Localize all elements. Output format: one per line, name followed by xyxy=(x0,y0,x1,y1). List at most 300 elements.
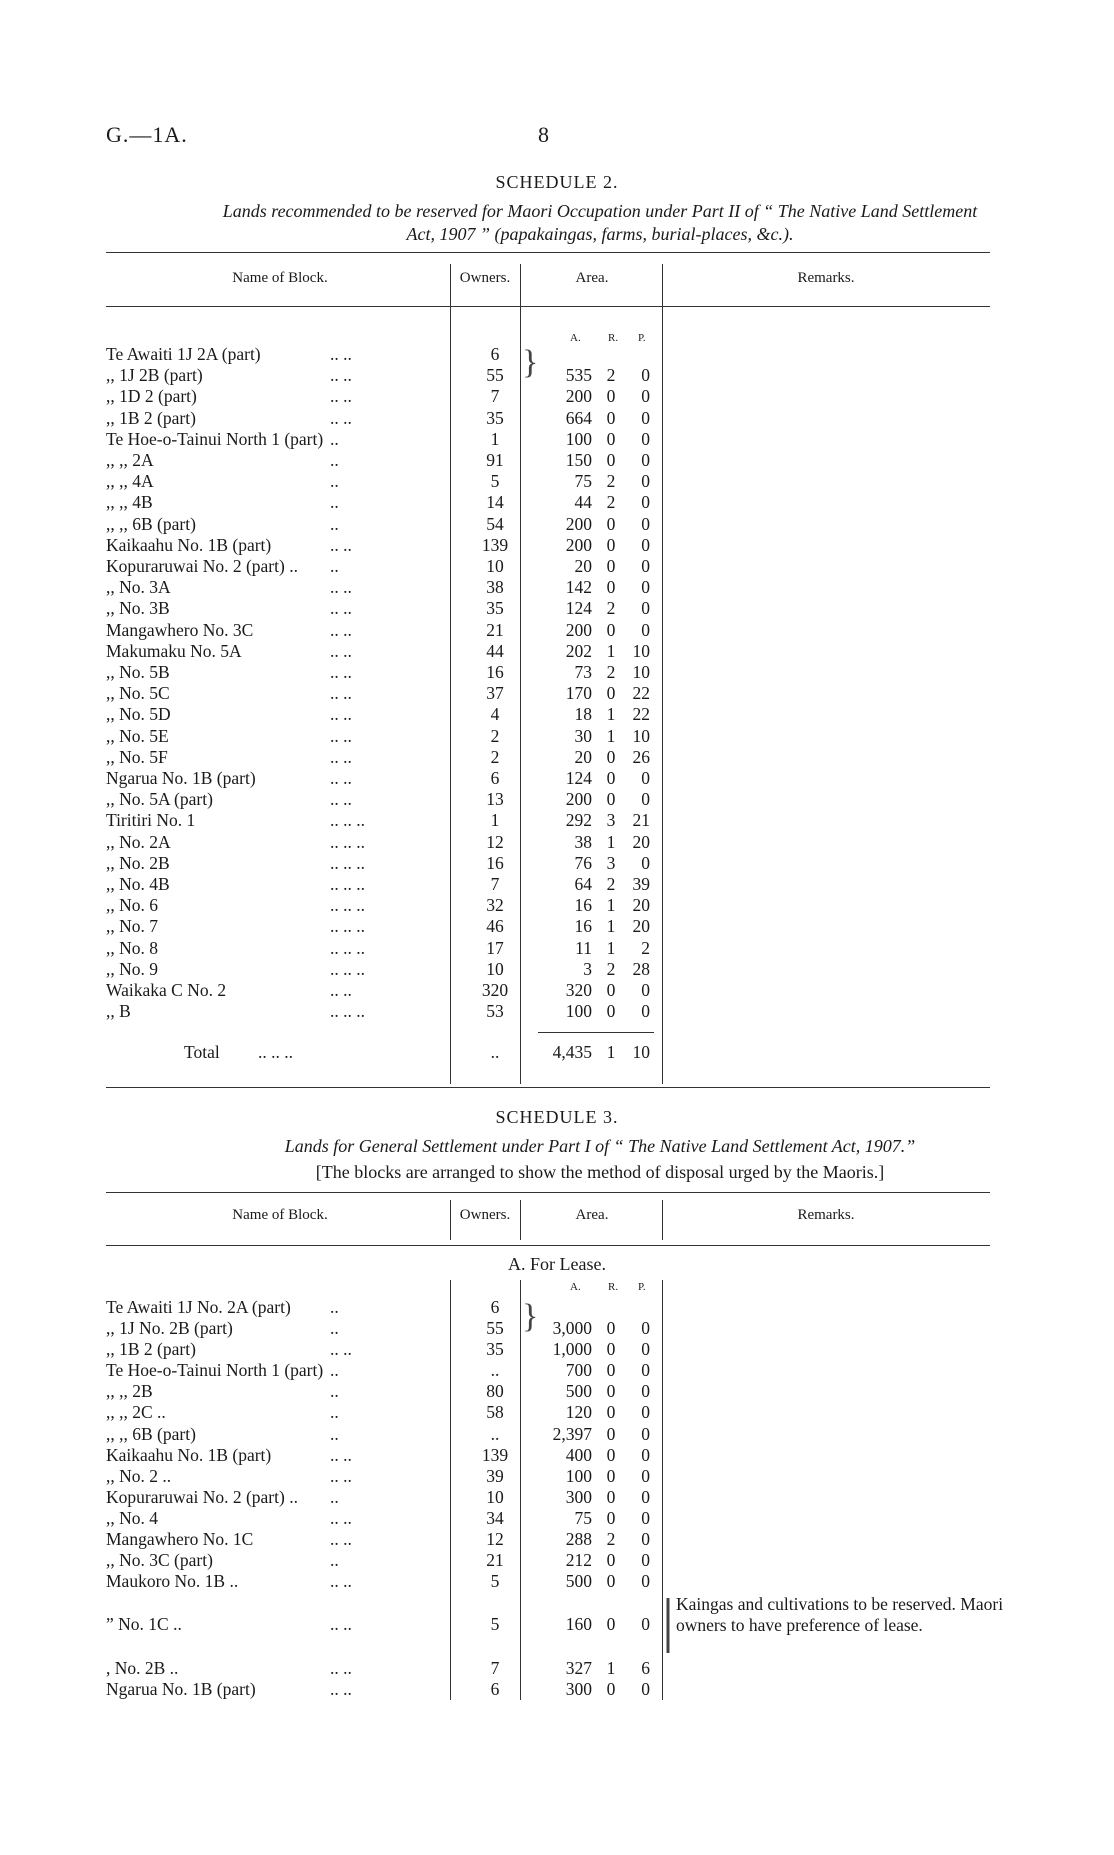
schedule2-total-perches: 10 xyxy=(632,1042,650,1062)
schedule3-owners-cell: 6 xyxy=(490,1297,500,1317)
schedule3-leader-dots: .. .. xyxy=(330,1445,352,1465)
schedule2-roods-cell: 2 xyxy=(606,958,616,979)
schedule2-roods-cell: 1 xyxy=(606,704,616,725)
schedule2-owners-cell: 14 xyxy=(486,492,504,513)
schedule2-roods-cell: 0 xyxy=(606,407,616,428)
schedule2-roods-cell: 0 xyxy=(606,619,616,640)
schedule3-table-row xyxy=(0,1381,1114,1402)
schedule3-acres-cell: 500 xyxy=(565,1571,592,1591)
schedule3-table-row xyxy=(0,1402,1114,1423)
schedule2-block-name: Makumaku No. 5A xyxy=(106,640,242,661)
schedule2-table-row xyxy=(0,704,1114,725)
schedule2-perches-cell: 0 xyxy=(641,789,650,810)
schedule2-owners-cell: 139 xyxy=(481,534,509,555)
schedule3-acres-cell: 300 xyxy=(565,1679,592,1699)
schedule3-roods-cell: 0 xyxy=(606,1381,616,1401)
schedule2-block-name: ,, No. 6 xyxy=(106,895,159,916)
schedule2-acres-cell: 202 xyxy=(565,640,592,661)
schedule3-leader-dots: .. xyxy=(330,1360,339,1380)
schedule2-block-name: Tiritiri No. 1 xyxy=(106,810,196,831)
schedule2-acres-cell: 150 xyxy=(565,450,592,470)
schedule2-acres-cell: 38 xyxy=(574,831,592,852)
schedule2-roods-cell: 0 xyxy=(606,683,616,704)
schedule3-col-remarks: Remarks. xyxy=(797,1207,855,1223)
schedule3-top-rule xyxy=(106,1192,990,1193)
schedule2-table-row xyxy=(0,344,1114,365)
schedule2-table-row xyxy=(0,450,1114,471)
schedule3-remark-brace: | xyxy=(662,1587,675,1653)
schedule2-table-row xyxy=(0,916,1114,937)
schedule2-roods-cell: 0 xyxy=(606,386,616,407)
schedule2-total-dots: .. .. .. xyxy=(258,1042,293,1062)
schedule2-perches-cell: 0 xyxy=(641,852,650,873)
schedule2-block-name: ,, 1D 2 (part) xyxy=(106,386,197,407)
schedule2-perches-cell: 22 xyxy=(632,704,650,725)
schedule2-acres-cell: 20 xyxy=(574,746,592,767)
schedule3-owners-cell: 139 xyxy=(481,1445,509,1465)
schedule3-block-name: ,, No. 4 xyxy=(106,1508,159,1528)
schedule2-owners-cell: 10 xyxy=(486,958,504,979)
schedule2-acres-cell: 170 xyxy=(565,683,592,704)
schedule2-roods-cell: 0 xyxy=(606,428,616,449)
schedule2-acres-cell: 16 xyxy=(574,895,592,916)
schedule3-leader-dots: .. xyxy=(330,1318,339,1338)
schedule2-block-name: ,, No. 8 xyxy=(106,937,159,958)
schedule2-table-row xyxy=(0,556,1114,577)
schedule2-roods-cell: 1 xyxy=(606,725,616,746)
schedule3-perches-cell: 0 xyxy=(641,1529,650,1549)
schedule2-subtitle-line1: Lands recommended to be reserved for Maori Occupation under Part II of “ The Native Land Settlement xyxy=(222,201,978,221)
schedule3-owners-cell: 7 xyxy=(490,1658,500,1678)
schedule3-table-row xyxy=(0,1445,1114,1466)
schedule3-table-row xyxy=(0,1424,1114,1445)
schedule2-owners-cell: 5 xyxy=(490,471,500,492)
schedule3-block-name: ,, No. 3C (part) xyxy=(106,1550,213,1570)
schedule2-perches-cell: 10 xyxy=(632,725,650,746)
schedule2-acres-cell: 124 xyxy=(565,598,592,619)
schedule3-owners-cell: 5 xyxy=(490,1571,500,1591)
schedule3-acres-cell: 2,397 xyxy=(552,1424,592,1444)
schedule2-perches-cell: 39 xyxy=(632,874,650,894)
schedule2-roods-cell: 2 xyxy=(606,365,616,386)
schedule3-owners-cell: 10 xyxy=(486,1487,504,1507)
schedule2-roods-cell: 2 xyxy=(606,492,616,513)
schedule3-perches-cell: 0 xyxy=(641,1466,650,1486)
schedule2-total-row xyxy=(0,1042,1114,1063)
schedule2-perches-cell: 26 xyxy=(632,746,650,767)
schedule2-acres-cell: 16 xyxy=(574,916,592,937)
schedule2-leader-dots: .. .. xyxy=(330,407,352,428)
schedule2-unit-perches: P. xyxy=(638,332,646,344)
schedule2-leader-dots: .. xyxy=(330,556,339,576)
schedule2-table-row xyxy=(0,789,1114,810)
schedule2-leader-dots: .. xyxy=(330,450,339,470)
schedule2-acres-cell: 200 xyxy=(565,513,592,534)
schedule2-perches-cell: 0 xyxy=(641,513,650,534)
schedule3-owners-cell: 58 xyxy=(486,1402,504,1422)
schedule2-perches-cell: 0 xyxy=(641,365,650,386)
schedule2-owners-cell: 17 xyxy=(486,937,504,958)
schedule3-leader-dots: .. .. xyxy=(330,1466,352,1486)
schedule2-leader-dots: .. .. xyxy=(330,365,352,386)
schedule3-perches-cell: 0 xyxy=(641,1318,650,1338)
schedule3-block-name: Maukoro No. 1B .. xyxy=(106,1571,239,1591)
schedule2-acres-cell: 320 xyxy=(565,980,592,1000)
schedule2-owners-cell: 21 xyxy=(486,619,504,640)
schedule2-perches-cell: 20 xyxy=(632,831,650,852)
schedule2-table-row xyxy=(0,620,1114,641)
schedule2-roods-cell: 3 xyxy=(606,810,616,831)
schedule2-leader-dots: .. .. .. xyxy=(330,852,365,873)
schedule3-block-name: ,, 1J No. 2B (part) xyxy=(106,1318,233,1338)
schedule2-owners-cell: 54 xyxy=(486,513,504,534)
schedule2-acres-cell: 100 xyxy=(565,1001,592,1022)
schedule3-title: SCHEDULE 3. xyxy=(495,1107,619,1127)
schedule2-block-name: ,, No. 2B xyxy=(106,852,170,873)
schedule3-table-row xyxy=(0,1339,1114,1360)
schedule2-owners-cell: 37 xyxy=(486,683,504,704)
schedule2-roods-cell: 0 xyxy=(606,1001,616,1022)
schedule2-leader-dots: .. .. xyxy=(330,534,352,555)
schedule2-owners-cell: 16 xyxy=(486,662,504,682)
schedule2-leader-dots: .. .. .. xyxy=(330,831,365,852)
schedule2-leader-dots: .. .. .. xyxy=(330,810,365,831)
schedule2-leader-dots: .. .. xyxy=(330,789,352,810)
schedule2-table-row xyxy=(0,726,1114,747)
schedule2-col-remarks: Remarks. xyxy=(797,270,855,286)
schedule3-block-name: Mangawhero No. 1C xyxy=(106,1529,254,1549)
schedule2-unit-acres: A. xyxy=(570,332,581,344)
schedule3-roods-cell: 0 xyxy=(606,1614,616,1634)
schedule3-acres-cell: 75 xyxy=(574,1508,592,1528)
schedule2-block-name: ,, ,, 6B (part) xyxy=(106,513,196,534)
schedule3-leader-dots: .. .. xyxy=(330,1339,352,1359)
schedule2-leader-dots: .. .. .. xyxy=(330,1001,365,1022)
schedule2-acres-cell: 20 xyxy=(574,556,592,576)
schedule2-owners-cell: 7 xyxy=(490,874,500,894)
schedule3-block-name: Te Hoe-o-Tainui North 1 (part) xyxy=(106,1360,324,1380)
schedule3-block-name: Kopuraruwai No. 2 (part) .. xyxy=(106,1487,298,1507)
schedule3-roods-cell: 1 xyxy=(606,1658,616,1678)
schedule2-owners-cell: 16 xyxy=(486,852,504,873)
schedule2-perches-cell: 20 xyxy=(632,895,650,916)
schedule3-acres-cell: 100 xyxy=(565,1466,592,1486)
schedule3-owners-cell: 55 xyxy=(486,1318,504,1338)
schedule2-roods-cell: 2 xyxy=(606,598,616,619)
schedule2-owners-cell: 35 xyxy=(486,407,504,428)
schedule2-block-name: ,, No. 5C xyxy=(106,683,170,704)
schedule3-col-name: Name of Block. xyxy=(232,1207,328,1223)
schedule2-roods-cell: 1 xyxy=(606,640,616,661)
schedule2-owners-cell: 7 xyxy=(490,386,500,407)
schedule3-owners-cell: 34 xyxy=(486,1508,504,1528)
page-number: 8 xyxy=(538,122,549,147)
schedule3-roods-cell: 0 xyxy=(606,1360,616,1380)
schedule3-perches-cell: 0 xyxy=(641,1360,650,1380)
schedule2-roods-cell: 1 xyxy=(606,916,616,937)
schedule3-owners-cell: 12 xyxy=(486,1529,504,1549)
schedule3-block-name: ,, ,, 2B xyxy=(106,1381,153,1401)
schedule3-owners-cell: 21 xyxy=(486,1550,504,1570)
schedule2-leader-dots: .. .. .. xyxy=(330,916,365,937)
schedule2-roods-cell: 3 xyxy=(606,852,616,873)
schedule3-remark: Kaingas and cultivations to be reserved. Maori owners to have preference of lease. xyxy=(676,1594,1004,1635)
schedule3-roods-cell: 0 xyxy=(606,1318,616,1338)
schedule2-table-row xyxy=(0,895,1114,916)
schedule3-leader-dots: .. xyxy=(330,1381,339,1401)
schedule2-acres-cell: 535 xyxy=(565,365,592,386)
schedule2-leader-dots: .. .. xyxy=(330,980,352,1000)
schedule3-table-row xyxy=(0,1529,1114,1550)
schedule2-owners-cell: 32 xyxy=(486,895,504,916)
schedule2-block-name: ,, No. 3A xyxy=(106,577,171,598)
schedule2-perches-cell: 10 xyxy=(632,640,650,661)
schedule3-perches-cell: 0 xyxy=(641,1550,650,1570)
schedule2-leader-dots: .. .. .. xyxy=(330,958,365,979)
schedule2-bottom-rule xyxy=(106,1087,990,1088)
schedule2-acres-cell: 100 xyxy=(565,428,592,449)
schedule2-perches-cell: 0 xyxy=(641,450,650,470)
schedule3-acres-cell: 212 xyxy=(565,1550,592,1570)
schedule2-acres-cell: 44 xyxy=(574,492,592,513)
schedule2-roods-cell: 2 xyxy=(606,662,616,682)
schedule2-table-row xyxy=(0,768,1114,789)
schedule3-roods-cell: 0 xyxy=(606,1571,616,1591)
schedule3-acres-cell: 120 xyxy=(565,1402,592,1422)
schedule2-roods-cell: 1 xyxy=(606,895,616,916)
schedule2-owners-cell: 13 xyxy=(486,789,504,810)
schedule2-roods-cell: 0 xyxy=(606,556,616,576)
schedule2-col-area: Area. xyxy=(575,270,609,286)
schedule3-table-row xyxy=(0,1360,1114,1381)
schedule3-roods-cell: 0 xyxy=(606,1466,616,1486)
schedule2-block-name: ,, No. 5A (part) xyxy=(106,789,213,810)
schedule2-block-name: Waikaka C No. 2 xyxy=(106,980,227,1000)
schedule3-acres-cell: 160 xyxy=(565,1614,592,1634)
schedule3-acres-cell: 400 xyxy=(565,1445,592,1465)
schedule2-block-name: Te Hoe-o-Tainui North 1 (part) xyxy=(106,428,324,449)
schedule2-table-row xyxy=(0,980,1114,1001)
schedule2-acres-cell: 18 xyxy=(574,704,592,725)
schedule2-owners-cell: 1 xyxy=(490,428,500,449)
schedule2-perches-cell: 0 xyxy=(641,1001,650,1022)
schedule3-roods-cell: 0 xyxy=(606,1487,616,1507)
schedule2-acres-cell: 200 xyxy=(565,619,592,640)
schedule2-table-row xyxy=(0,429,1114,450)
schedule3-table-row xyxy=(0,1318,1114,1339)
schedule2-leader-dots: .. xyxy=(330,428,339,449)
schedule3-table-row xyxy=(0,1658,1114,1679)
schedule2-roods-cell: 2 xyxy=(606,874,616,894)
schedule3-leader-dots: .. xyxy=(330,1402,339,1422)
schedule2-roods-cell: 0 xyxy=(606,513,616,534)
schedule2-perches-cell: 0 xyxy=(641,407,650,428)
schedule2-acres-cell: 76 xyxy=(574,852,592,873)
schedule3-acres-cell: 500 xyxy=(565,1381,592,1401)
schedule3-leader-dots: .. .. xyxy=(330,1508,352,1528)
schedule3-acres-cell: 288 xyxy=(565,1529,592,1549)
schedule3-leader-dots: .. xyxy=(330,1297,339,1317)
schedule2-perches-cell: 0 xyxy=(641,577,650,598)
schedule3-owners-cell: .. xyxy=(490,1360,500,1380)
schedule2-perches-cell: 0 xyxy=(641,556,650,576)
schedule2-block-name: Ngarua No. 1B (part) xyxy=(106,768,256,788)
schedule2-table-row xyxy=(0,853,1114,874)
schedule3-unit-roods: R. xyxy=(608,1281,619,1293)
schedule3-acres-cell: 3,000 xyxy=(552,1318,592,1338)
schedule2-leader-dots: .. .. xyxy=(330,725,352,746)
schedule3-col-area: Area. xyxy=(575,1207,609,1223)
schedule2-block-name: Kaikaahu No. 1B (part) xyxy=(106,534,272,555)
schedule2-table-row xyxy=(0,810,1114,831)
schedule2-roods-cell: 0 xyxy=(606,768,616,788)
schedule2-brace: } xyxy=(522,344,539,381)
schedule3-leader-dots: .. .. xyxy=(330,1529,352,1549)
schedule2-leader-dots: .. .. xyxy=(330,598,352,619)
schedule2-acres-cell: 292 xyxy=(565,810,592,831)
schedule2-acres-cell: 664 xyxy=(565,407,592,428)
schedule3-owners-cell: 39 xyxy=(486,1466,504,1486)
schedule3-roods-cell: 2 xyxy=(606,1529,616,1549)
schedule2-perches-cell: 20 xyxy=(632,916,650,937)
schedule3-perches-cell: 0 xyxy=(641,1381,650,1401)
schedule2-block-name: Te Awaiti 1J 2A (part) xyxy=(106,344,261,364)
schedule2-table-row xyxy=(0,471,1114,492)
schedule2-owners-cell: 2 xyxy=(490,725,500,746)
schedule2-block-name: ,, No. 9 xyxy=(106,958,159,979)
schedule2-block-name: ,, No. 3B xyxy=(106,598,170,619)
schedule2-table-row xyxy=(0,959,1114,980)
schedule2-acres-cell: 200 xyxy=(565,789,592,810)
schedule2-block-name: ,, No. 2A xyxy=(106,831,171,852)
schedule2-owners-cell: 6 xyxy=(490,768,500,788)
schedule2-table-row xyxy=(0,408,1114,429)
schedule3-table-row xyxy=(0,1487,1114,1508)
schedule2-leader-dots: .. xyxy=(330,471,339,492)
schedule2-block-name: ,, No. 7 xyxy=(106,916,159,937)
schedule2-total-owners: .. xyxy=(490,1042,500,1062)
schedule3-perches-cell: 0 xyxy=(641,1679,650,1699)
schedule3-brace: } xyxy=(522,1298,539,1335)
schedule3-block-name: Te Awaiti 1J No. 2A (part) xyxy=(106,1297,291,1317)
schedule3-block-name: ” No. 1C .. xyxy=(106,1614,182,1634)
schedule2-leader-dots: .. .. xyxy=(330,683,352,704)
schedule2-total-acres: 4,435 xyxy=(552,1042,592,1062)
schedule2-title: SCHEDULE 2. xyxy=(495,172,619,192)
schedule3-block-name: ,, 1B 2 (part) xyxy=(106,1339,196,1359)
schedule2-acres-cell: 3 xyxy=(583,958,592,979)
schedule3-table-row xyxy=(0,1550,1114,1571)
schedule2-block-name: Mangawhero No. 3C xyxy=(106,619,254,640)
schedule3-roods-cell: 0 xyxy=(606,1402,616,1422)
schedule2-leader-dots: .. .. xyxy=(330,662,352,682)
schedule2-leader-dots: .. .. xyxy=(330,704,352,725)
schedule2-owners-cell: 2 xyxy=(490,746,500,767)
schedule2-perches-cell: 0 xyxy=(641,428,650,449)
schedule3-owners-cell: 5 xyxy=(490,1614,500,1634)
schedule2-acres-cell: 200 xyxy=(565,534,592,555)
schedule3-table-row xyxy=(0,1571,1114,1592)
schedule2-owners-cell: 44 xyxy=(486,640,504,661)
schedule2-acres-cell: 200 xyxy=(565,386,592,407)
schedule2-owners-cell: 91 xyxy=(486,450,504,470)
schedule2-table-row xyxy=(0,938,1114,959)
schedule2-unit-roods: R. xyxy=(608,332,619,344)
schedule2-table-row xyxy=(0,641,1114,662)
schedule2-leader-dots: .. .. .. xyxy=(330,895,365,916)
schedule3-owners-cell: 80 xyxy=(486,1381,504,1401)
schedule2-perches-cell: 0 xyxy=(641,619,650,640)
schedule3-owners-cell: 6 xyxy=(490,1679,500,1699)
schedule2-block-name: ,, No. 5D xyxy=(106,704,171,725)
schedule3-perches-cell: 0 xyxy=(641,1571,650,1591)
schedule2-table-row xyxy=(0,662,1114,683)
schedule2-acres-cell: 64 xyxy=(574,874,592,894)
schedule2-perches-cell: 21 xyxy=(632,810,650,831)
schedule2-block-name: Kopuraruwai No. 2 (part) .. xyxy=(106,556,298,576)
schedule2-leader-dots: .. .. xyxy=(330,768,352,788)
schedule3-perches-cell: 0 xyxy=(641,1339,650,1359)
schedule3-roods-cell: 0 xyxy=(606,1445,616,1465)
schedule3-owners-cell: .. xyxy=(490,1424,500,1444)
schedule2-leader-dots: .. .. xyxy=(330,344,352,364)
schedule2-roods-cell: 1 xyxy=(606,831,616,852)
schedule2-roods-cell: 2 xyxy=(606,471,616,492)
schedule2-leader-dots: .. .. xyxy=(330,640,352,661)
schedule3-table-row xyxy=(0,1508,1114,1529)
schedule3-acres-cell: 300 xyxy=(565,1487,592,1507)
schedule3-perches-cell: 0 xyxy=(641,1445,650,1465)
schedule2-acres-cell: 142 xyxy=(565,577,592,598)
schedule2-table-row xyxy=(0,492,1114,513)
schedule3-leader-dots: .. xyxy=(330,1487,339,1507)
schedule2-roods-cell: 0 xyxy=(606,789,616,810)
schedule3-header-rule xyxy=(106,1245,990,1246)
schedule2-table-row xyxy=(0,386,1114,407)
schedule2-leader-dots: .. xyxy=(330,513,339,534)
schedule2-leader-dots: .. .. xyxy=(330,746,352,767)
schedule2-perches-cell: 0 xyxy=(641,534,650,555)
schedule3-section-heading: A. For Lease. xyxy=(508,1254,606,1274)
schedule2-total-roods: 1 xyxy=(606,1042,616,1062)
schedule3-leader-dots: .. xyxy=(330,1424,339,1444)
schedule2-owners-cell: 12 xyxy=(486,831,504,852)
schedule3-block-name: ,, ,, 6B (part) xyxy=(106,1424,196,1444)
schedule2-perches-cell: 0 xyxy=(641,598,650,619)
schedule2-perches-cell: 0 xyxy=(641,386,650,407)
schedule2-table-row xyxy=(0,832,1114,853)
schedule2-leader-dots: .. .. xyxy=(330,386,352,407)
schedule2-total-rule xyxy=(538,1032,654,1033)
schedule2-owners-cell: 320 xyxy=(481,980,509,1000)
schedule2-perches-cell: 28 xyxy=(632,958,650,979)
schedule2-leader-dots: .. .. xyxy=(330,577,352,598)
schedule3-unit-acres: A. xyxy=(570,1281,581,1293)
schedule2-col-owners: Owners. xyxy=(459,270,511,286)
schedule3-unit-perches: P. xyxy=(638,1281,646,1293)
schedule3-col-owners: Owners. xyxy=(459,1207,511,1223)
schedule2-block-name: ,, 1J 2B (part) xyxy=(106,365,203,386)
schedule2-leader-dots: .. .. .. xyxy=(330,874,365,894)
schedule2-block-name: ,, No. 5B xyxy=(106,662,170,682)
schedule2-table-row xyxy=(0,577,1114,598)
schedule3-perches-cell: 0 xyxy=(641,1487,650,1507)
schedule2-owners-cell: 55 xyxy=(486,365,504,386)
schedule2-owners-cell: 1 xyxy=(490,810,500,831)
schedule2-roods-cell: 0 xyxy=(606,577,616,598)
schedule2-block-name: ,, No. 4B xyxy=(106,874,170,894)
schedule3-perches-cell: 0 xyxy=(641,1508,650,1528)
